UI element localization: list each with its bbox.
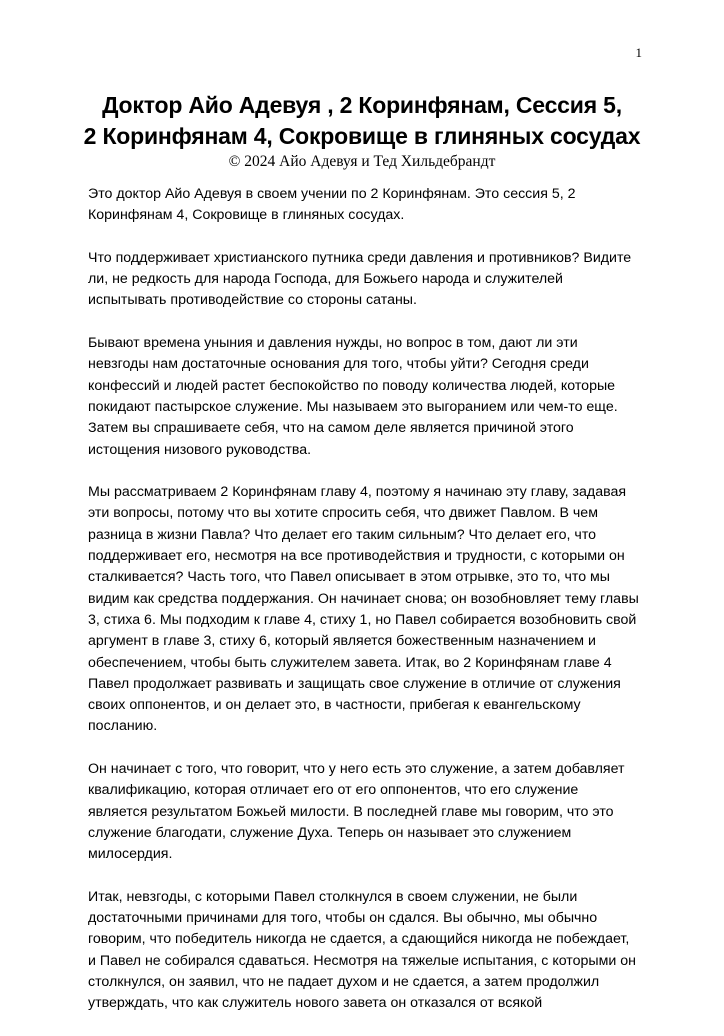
paragraph-6: Итак, невзгоды, с которыми Павел столкнулся в своем служении, не были достаточными причинами для того, чтобы он сдался. Вы обычно, мы обычно говорим, что победитель никогда не сдается, а сдающийся никогда не побеждает, и Павел не собирался сдаваться. Несмотря на тяжелые испытания, с которыми он столкнулся, он заявил, что не падает духом и не сдается, а затем продолжил утверждать, что как служитель нового завета он отказался от всякой: [88, 888, 636, 1012]
paragraph-1: Это доктор Айо Адевуя в своем учении по 2 Коринфянам. Это сессия 5, 2 Коринфянам 4, Сокровище в глиняных сосудах.: [88, 186, 576, 224]
copyright-notice: © 2024 Айо Адевуя и Тед Хильдебрандт: [228, 153, 496, 170]
paragraph-4: Мы рассматриваем 2 Коринфянам главу 4, поэтому я начинаю эту главу, задавая эти вопросы, потому что вы хотите спросить себя, что движет Павлом. В чем разница в жизни Павла? Что делает его таким сильным? Что делает его, что поддерживает его, несмотря на все противодействия и трудности, с которыми он сталкивается? Часть того, что Павел описывает в этом отрывке, это то, что мы видим как средства поддержания. Он начинает снова; он возобновляет тему главы 3, стиха 6. Мы подходим к главе 4, стиху 1, но Павел собирается возобновить свой аргумент в главе 3, стиху 6, который является божественным назначением и обеспечением, чтобы быть служителем завета. Итак, во 2 Коринфянам главе 4 Павел продолжает развивать и защищать свое служение в отличие от служения своих оппонентов, и он делает это, в частности, прибегая к евангельскому посланию.: [88, 484, 639, 735]
page-number: 1: [635, 45, 642, 60]
title-block: [40, 90, 684, 172]
document-title-line-1: Доктор Айо Адевуя , 2 Коринфянам, Сессия 5,: [102, 92, 622, 118]
document-title-line-2: 2 Коринфянам 4, Сокровище в глиняных сосудах: [83, 123, 641, 149]
paragraph-2: Что поддерживает христианского путника среди давления и противников? Видите ли, не редкость для народа Господа, для Божьего народа и служителей испытывать противодействие со стороны сатаны.: [88, 249, 632, 309]
document-body: [88, 184, 640, 1036]
paragraph-5: Он начинает с того, что говорит, что у него есть это служение, а затем добавляет квалификацию, которая отличает его от его оппонентов, что его служение является результатом Божьей милости. В последней главе мы говорим, что это служение благодати, служение Духа. Теперь он называет это служением милосердия.: [88, 761, 625, 863]
paragraph-3: Бывают времена уныния и давления нужды, но вопрос в том, дают ли эти невзгоды нам достаточные основания для того, чтобы уйти? Сегодня среди конфессий и людей растет беспокойство по поводу количества людей, которые покидают пастырское служение. Мы называем это выгоранием или чем-то еще. Затем вы спрашиваете себя, что на самом деле является причиной этого истощения низового руководства.: [88, 335, 618, 458]
